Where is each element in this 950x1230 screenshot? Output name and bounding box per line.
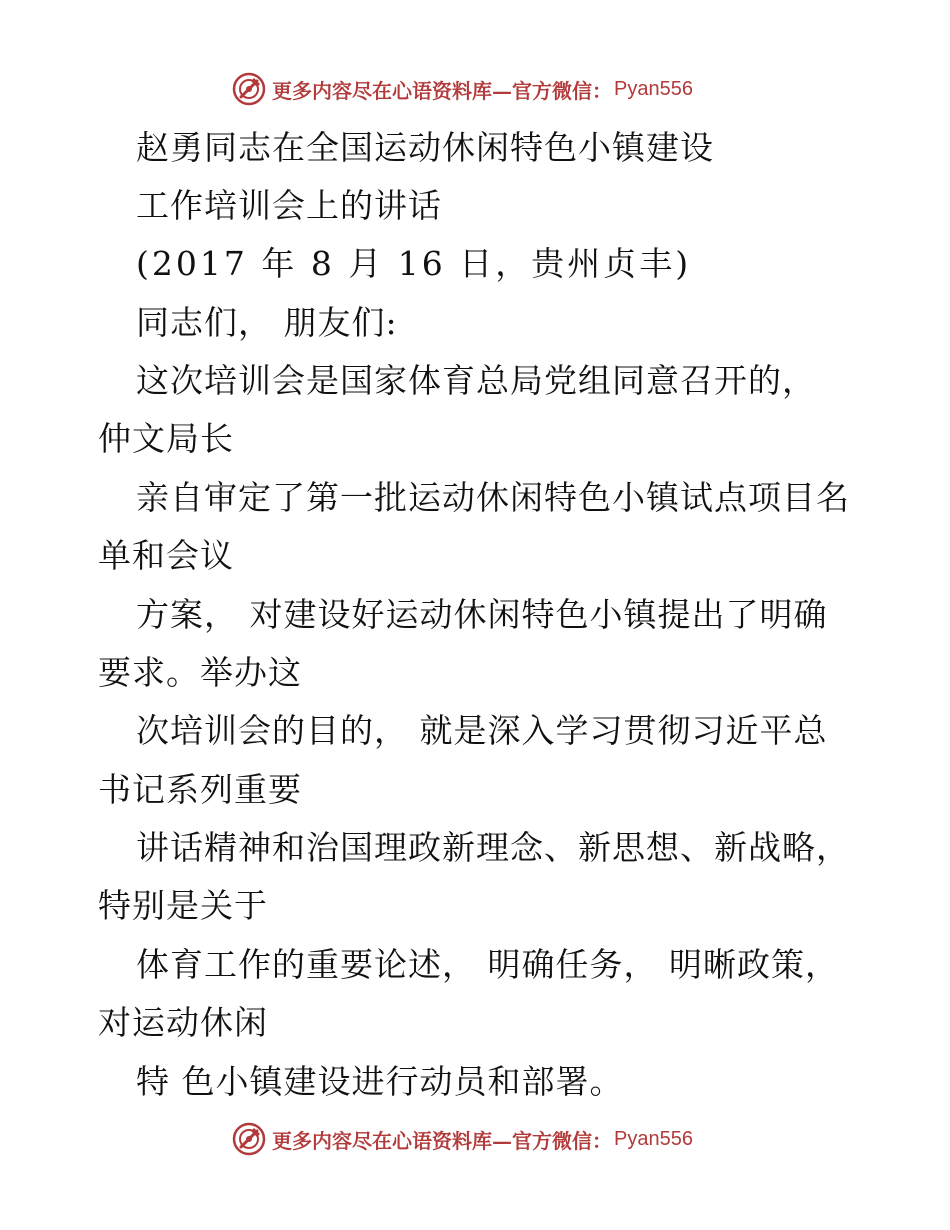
banner-wechat-id: Pyan556 — [614, 1127, 693, 1150]
paragraph-line: 对运动休闲 — [98, 1003, 268, 1042]
salutation: 同志们， 朋友们: — [136, 303, 398, 342]
paragraph-line: 方案， 对建设好运动休闲特色小镇提出了明确 — [136, 595, 828, 634]
banner-text: 更多内容尽在心语资料库—官方微信： — [272, 1128, 612, 1153]
paragraph-line: 仲文局长 — [98, 419, 234, 458]
paragraph-line: 书记系列重要 — [98, 770, 302, 809]
paragraph-line: 体育工作的重要论述， 明确任务， 明晰政策， — [136, 945, 839, 984]
banner-content — [232, 1122, 693, 1156]
banner-text: 更多内容尽在心语资料库—官方微信： — [272, 78, 612, 103]
header-banner — [0, 70, 950, 110]
paragraph-line: 讲话精神和治国理政新理念、新思想、新战略， — [136, 828, 850, 867]
footer-banner — [0, 1120, 950, 1160]
seal-logo-icon — [232, 1122, 266, 1156]
paragraph-line: 要求。举办这 — [98, 653, 302, 692]
date-place: (2017 年 8 月 16 日，贵州贞丰) — [136, 244, 692, 283]
banner-wechat-id: Pyan556 — [614, 77, 693, 100]
paragraph-line: 单和会议 — [98, 536, 234, 575]
title-line-1: 赵勇同志在全国运动休闲特色小镇建设 — [136, 128, 714, 167]
paragraph-line: 特别是关于 — [98, 886, 268, 925]
title-line-2: 工作培训会上的讲话 — [136, 186, 442, 225]
paragraph-line: 这次培训会是国家体育总局党组同意召开的， — [136, 361, 816, 400]
banner-content — [232, 72, 693, 106]
paragraph-line: 特 色小镇建设进行动员和部署。 — [136, 1062, 624, 1101]
seal-logo-icon — [232, 72, 266, 106]
paragraph-line: 次培训会的目的， 就是深入学习贯彻习近平总 — [136, 711, 828, 750]
paragraph-line: 亲自审定了第一批运动休闲特色小镇试点项目名 — [136, 478, 850, 517]
